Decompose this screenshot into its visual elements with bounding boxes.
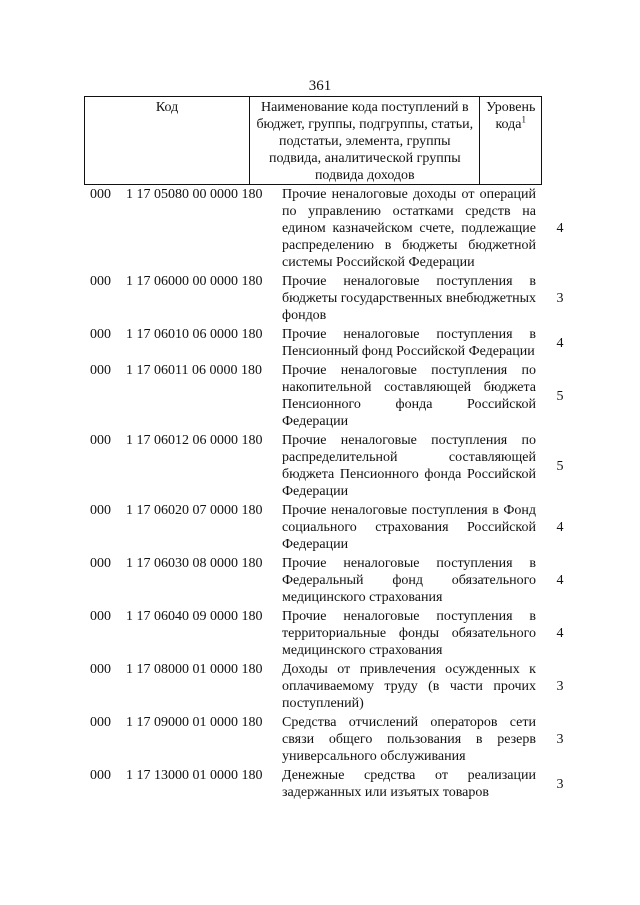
revenue-name: Прочие неналоговые поступления в Федеральный фонд обязательного медицинского страхования	[282, 556, 536, 605]
table-row	[84, 714, 584, 765]
code-level: 4	[556, 573, 564, 588]
admin-code: 000	[90, 609, 111, 624]
revenue-name: Прочие неналоговые поступления в территориальные фонды обязательного медицинского страхования	[282, 609, 536, 658]
admin-code: 000	[90, 187, 111, 202]
header-code-label: Код	[155, 100, 179, 115]
code-level: 4	[556, 335, 564, 351]
revenue-code: 1 17 05080 00 0000 180	[126, 187, 263, 202]
revenue-code: 1 17 06000 00 0000 180	[126, 274, 263, 289]
revenue-code: 1 17 08000 01 0000 180	[126, 662, 263, 677]
table-row	[84, 555, 584, 606]
admin-code: 000	[90, 556, 111, 571]
revenue-name: Прочие неналоговые поступления по накопительной составляющей бюджета Пенсионного фонда Российской Федерации	[282, 363, 536, 429]
header-code	[85, 97, 250, 185]
revenue-name: Прочие неналоговые поступления в Фонд социального страхования Российской Федерации	[282, 503, 536, 552]
revenue-name: Денежные средства от реализации задержанных или изъятых товаров	[282, 768, 536, 800]
header-level	[480, 97, 542, 185]
revenue-name: Доходы от привлечения осужденных к оплачиваемому труду (в части прочих поступлений)	[282, 662, 536, 711]
revenue-code: 1 17 06010 06 0000 180	[126, 327, 263, 342]
table-row	[84, 767, 584, 801]
code-level: 4	[556, 520, 564, 535]
revenue-code: 1 17 13000 01 0000 180	[126, 768, 263, 783]
table-row	[84, 432, 584, 500]
admin-code: 000	[90, 503, 111, 518]
code-level: 3	[556, 291, 564, 306]
page-number: 361	[308, 78, 332, 94]
table-row	[84, 661, 584, 712]
code-level: 4	[556, 221, 564, 236]
revenue-code: 1 17 06030 08 0000 180	[126, 556, 263, 571]
revenue-code: 1 17 06020 07 0000 180	[126, 503, 263, 518]
code-level: 4	[556, 626, 564, 641]
revenue-name: Прочие неналоговые поступления в бюджеты государственных внебюджетных фондов	[282, 274, 536, 323]
code-level: 5	[556, 458, 564, 474]
code-level: 3	[556, 679, 564, 694]
table-row	[84, 273, 584, 324]
table-row	[84, 186, 584, 271]
header-level-label: Уровень кода	[486, 100, 536, 132]
table-row	[84, 362, 584, 430]
code-level: 5	[556, 388, 564, 404]
admin-code: 000	[90, 715, 111, 730]
revenue-name: Прочие неналоговые поступления в Пенсионный фонд Российской Федерации	[282, 327, 536, 359]
admin-code: 000	[90, 662, 111, 677]
table-row	[84, 608, 584, 659]
code-level: 3	[556, 732, 564, 747]
revenue-name: Прочие неналоговые поступления по распределительной составляющей бюджета Пенсионного фонда Российской Федерации	[282, 433, 536, 499]
admin-code: 000	[90, 768, 111, 783]
revenue-name: Средства отчислений операторов сети связи общего пользования в резерв универсального обслуживания	[282, 715, 536, 764]
revenue-code: 1 17 09000 01 0000 180	[126, 715, 263, 730]
revenue-code: 1 17 06040 09 0000 180	[126, 609, 263, 624]
revenue-code: 1 17 06012 06 0000 180	[126, 433, 263, 448]
admin-code: 000	[90, 327, 111, 342]
footnote-marker: 1	[521, 114, 526, 125]
header-name: Наименование кода поступлений в бюджет, группы, подгруппы, статьи, подстатьи, элемента, группы подвида, аналитической группы подвида доходов	[250, 97, 480, 185]
table-body	[84, 186, 584, 803]
table-row	[84, 502, 584, 553]
revenue-name: Прочие неналоговые доходы от операций по управлению остатками средств на едином казначейском счете, подлежащие распределению в бюджеты бюджетной системы Российской Федерации	[282, 187, 536, 270]
admin-code: 000	[90, 433, 111, 448]
admin-code: 000	[90, 363, 111, 378]
revenue-code: 1 17 06011 06 0000 180	[126, 363, 262, 378]
code-level: 3	[556, 776, 564, 792]
table-header	[84, 96, 542, 185]
table-row	[84, 326, 584, 360]
admin-code: 000	[90, 274, 111, 289]
